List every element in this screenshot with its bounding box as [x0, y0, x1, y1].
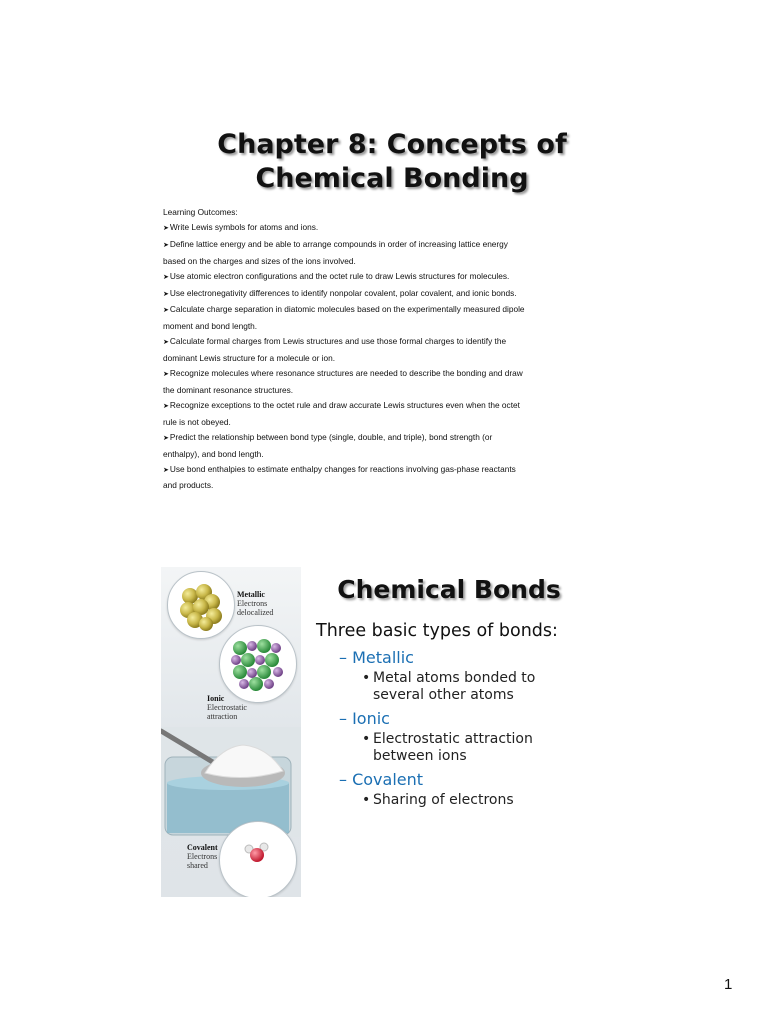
water-molecule-illustration	[220, 822, 296, 897]
metallic-label: Metallic Electrons delocalized	[237, 590, 274, 617]
outcome-text-continued: rule is not obeyed.	[163, 416, 231, 427]
title-line-1: Chapter 8: Concepts of	[217, 129, 567, 160]
outcome-text: Calculate formal charges from Lewis structures and use those formal charges to identify the	[169, 336, 507, 347]
arrow-bullet-icon: ➤	[163, 224, 169, 232]
outcome-text: Recognize molecules where resonance structures are needed to describe the bonding and draw	[169, 368, 523, 379]
ionic-label: Ionic Electrostatic attraction	[207, 694, 247, 721]
outcome-text: Use bond enthalpies to estimate enthalpy changes for reactions involving gas-phase reactants	[169, 463, 516, 474]
title-line-2: Chemical Bonding	[255, 163, 529, 194]
covalent-circle	[219, 821, 297, 897]
outcome-list	[163, 220, 603, 493]
outcome-item	[163, 462, 603, 479]
outcome-text: Use atomic electron configurations and the octet rule to draw Lewis structures for molecules.	[169, 270, 510, 281]
outcome-item	[163, 334, 603, 351]
slide1-title	[192, 128, 592, 196]
outcome-item	[163, 269, 603, 286]
outcome-text-continued: moment and bond length.	[163, 321, 258, 332]
arrow-bullet-icon: ➤	[163, 371, 169, 379]
slide2-subtitle: Three basic types of bonds:	[316, 621, 558, 641]
arrow-bullet-icon: ➤	[163, 339, 169, 347]
arrow-bullet-icon: ➤	[163, 307, 169, 315]
page-number: 1	[724, 976, 733, 993]
arrow-bullet-icon: ➤	[163, 402, 169, 410]
bond-desc-metallic: • Metal atoms bonded to several other atoms	[362, 670, 536, 703]
outcome-item	[163, 366, 603, 383]
bond-heading-metallic: – Metallic	[339, 648, 414, 667]
outcome-item	[163, 286, 603, 303]
outcome-text-continued: enthalpy), and bond length.	[163, 448, 264, 459]
outcome-item	[163, 430, 603, 447]
ionic-lattice-illustration	[220, 626, 296, 702]
arrow-bullet-icon: ➤	[163, 273, 169, 281]
arrow-bullet-icon: ➤	[163, 241, 169, 249]
salt-spoon-photo	[161, 727, 301, 837]
covalent-label: Covalent Electrons shared	[187, 843, 218, 870]
bullet: •	[362, 731, 371, 747]
outcome-text: Define lattice energy and be able to arrange compounds in order of increasing lattice energy	[169, 238, 508, 249]
learning-outcomes	[163, 205, 603, 493]
bond-heading-covalent: – Covalent	[339, 770, 424, 789]
outcome-item	[163, 302, 603, 319]
outcomes-heading: Learning Outcomes:	[163, 207, 238, 217]
arrow-bullet-icon: ➤	[163, 290, 169, 298]
ionic-circle	[219, 625, 297, 703]
outcome-text-continued: the dominant resonance structures.	[163, 384, 294, 395]
outcome-text: Predict the relationship between bond type (single, double, and triple), bond strength (or	[169, 431, 493, 442]
bond-heading-ionic: – Ionic	[339, 709, 390, 728]
outcome-text-continued: and products.	[163, 480, 214, 491]
outcome-item	[163, 398, 603, 415]
outcome-text: Use electronegativity differences to identify nonpolar covalent, polar covalent, and ionic bonds.	[169, 287, 517, 298]
outcome-text-continued: dominant Lewis structure for a molecule or ion.	[163, 353, 336, 364]
bullet: •	[362, 670, 371, 686]
outcome-text-continued: based on the charges and sizes of the ions involved.	[163, 255, 356, 266]
outcome-item	[163, 237, 603, 254]
bullet: •	[362, 792, 371, 808]
outcome-text: Write Lewis symbols for atoms and ions.	[169, 221, 319, 232]
arrow-bullet-icon: ➤	[163, 434, 169, 442]
outcome-text: Calculate charge separation in diatomic molecules based on the experimentally measured dipole	[169, 304, 525, 315]
bond-types-figure	[161, 567, 301, 897]
outcome-text: Recognize exceptions to the octet rule and draw accurate Lewis structures even when the octet	[169, 399, 520, 410]
arrow-bullet-icon: ➤	[163, 466, 169, 474]
bond-desc-ionic: • Electrostatic attraction between ions	[362, 731, 533, 764]
outcome-item	[163, 220, 603, 237]
slide2-title: Chemical Bonds	[337, 575, 561, 604]
bond-desc-covalent: • Sharing of electrons	[362, 792, 514, 808]
